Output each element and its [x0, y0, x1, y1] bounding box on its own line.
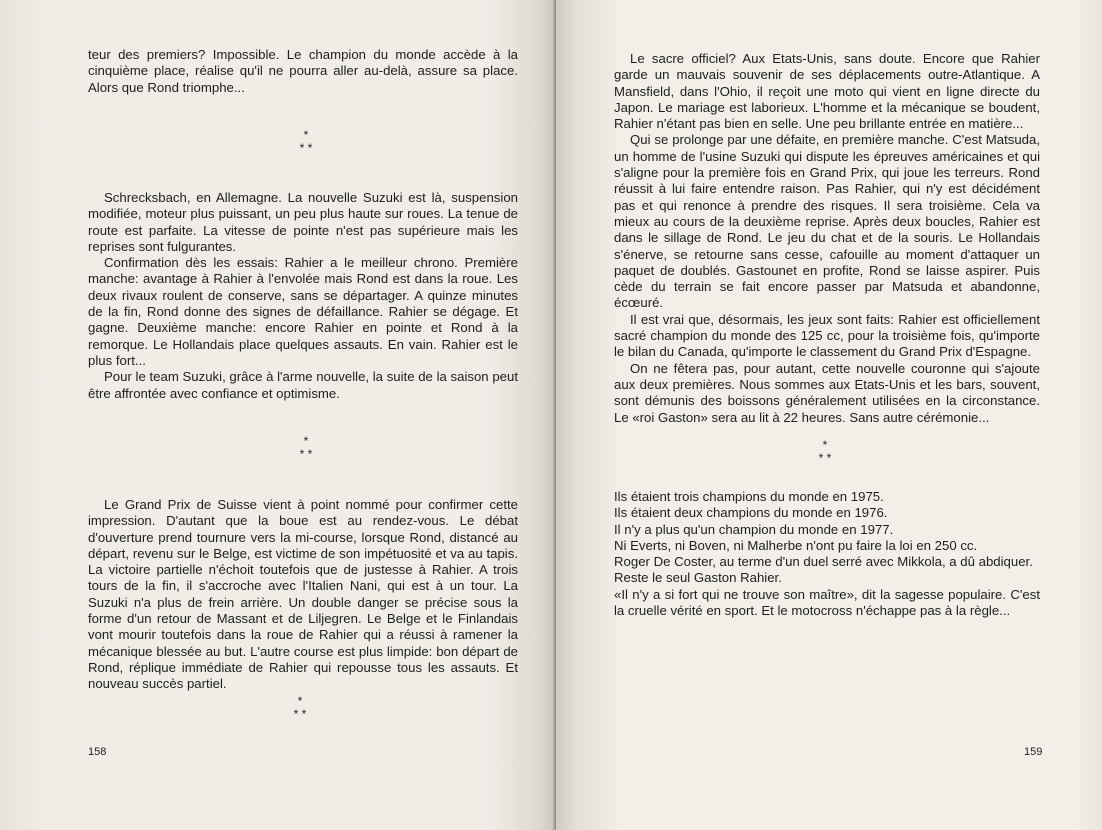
- section-separator-2: * * *: [299, 434, 313, 461]
- champion-line-4: Ni Everts, ni Boven, ni Malherbe n'ont pu faire la loi en 250 cc.: [614, 537, 978, 553]
- left-section-1: [88, 47, 518, 96]
- right-page: [556, 0, 1102, 830]
- closing-paragraph: «Il n'y a si fort qui ne trouve son maître», dit la sagesse populaire. C'est la cruelle vérité en sport. Et le motocross n'échappe pas à la règle...: [614, 586, 1040, 619]
- champion-line-3: Il n'y a plus qu'un champion du monde en 1977.: [614, 521, 894, 537]
- section-separator-3: * * *: [293, 694, 307, 721]
- right-paragraph-4: On ne fêtera pas, pour autant, cette nouvelle couronne qui s'ajoute aux deux premières. Nous sommes aux Etats-Unis et les bars, souvent, sont démunis des boissons généralement utilisées en la circonstance. Le «roi Gaston» sera au lit à 22 heures. Sans autre cérémonie...: [614, 360, 1040, 425]
- page-number-left: 158: [88, 746, 107, 758]
- right-section-2: [614, 489, 1040, 619]
- left-paragraph-3: Confirmation dès les essais: Rahier a le meilleur chrono. Première manche: avantage à Rahier à l'envolée mais Rond est dans la roue. Les deux rivaux roulent de conserve, sans se départager. A quinze minutes de la fin, Rond donne des signes de défaillance. Rahier se dégage. Et gagne. Deuxième manche: encore Rahier en pointe et Rond à la remorque. Le Hollandais place quelques assauts. En vain. Rahier est le plus fort...: [88, 255, 518, 368]
- right-section-1: [614, 51, 1040, 426]
- section-separator-1: * * *: [299, 128, 313, 155]
- right-paragraph-2: Qui se prolonge par une défaite, en première manche. C'est Matsuda, un homme de l'usine Suzuki qui dispute les épreuves américaines et qui s'aligne pour la première fois en Grand Prix, qui joue les terreurs. Rond réussit à lui faire entendre raison. Pas Rahier, qui n'y est décidément pas et qui renonce à prendre des risques. Il sera troisième. Cela va mieux au cours de la deuxième reprise. Après deux boucles, Rahier est dans le sillage de Rond. Le jeu du chat et de la souris. Le Hollandais s'énerve, se retourne sans cesse, cafouille au moment d'attaquer un paquet de doublés. Gastounet en profite, Rond se laisse aspirer. Puis cède du terrain se fait encore passer par Matsuda et abandonne, écœuré.: [614, 132, 1040, 311]
- page-number-right: 159: [1024, 746, 1043, 758]
- champion-line-1: Ils étaient trois champions du monde en 1975.: [614, 489, 884, 504]
- left-section-3: [88, 497, 518, 693]
- champion-line-2: Ils étaient deux champions du monde en 1976.: [614, 505, 888, 521]
- right-paragraph-3: Il est vrai que, désormais, les jeux sont faits: Rahier est officiellement sacré champion du monde des 125 cc, pour la troisième fois, qu'importe le bilan du Canada, qu'importe le classement du Grand Prix d'Espagne.: [614, 311, 1040, 360]
- champion-line-5: Roger De Coster, au terme d'un duel serré avec Mikkola, a dû abdiquer.: [614, 554, 1033, 570]
- right-paragraph-1: Le sacre officiel? Aux Etats-Unis, sans doute. Encore que Rahier garde un mauvais souvenir de ses déplacements outre-Atlantique. A Mansfield, dans l'Ohio, il reçoit une moto qui vient en ligne directe du Japon. Le mariage est laborieux. L'homme et la mécanique se boudent, Rahier n'étant pas bien en selle. Une peu brillante entrée en matière...: [614, 51, 1040, 132]
- section-separator-4: * * *: [818, 438, 832, 465]
- left-paragraph-2: Schrecksbach, en Allemagne. La nouvelle Suzuki est là, suspension modifiée, moteur plus puissant, un peu plus haute sur roues. La tenue de route est parfaite. La vitesse de pointe n'est pas supérieure mais les reprises sont fulgurantes.: [88, 190, 518, 254]
- champion-line-6: Reste le seul Gaston Rahier.: [614, 570, 782, 586]
- left-paragraph-4: Pour le team Suzuki, grâce à l'arme nouvelle, la suite de la saison peut être affrontée avec confiance et optimisme.: [88, 369, 518, 401]
- left-paragraph-1: teur des premiers? Impossible. Le champion du monde accède à la cinquième place, réalise qu'il ne pourra aller au-delà, assure sa place. Alors que Rond triomphe...: [88, 47, 518, 95]
- left-section-2: [88, 190, 518, 402]
- left-paragraph-5: Le Grand Prix de Suisse vient à point nommé pour confirmer cette impression. D'autant que la boue est au rendez-vous. Le débat d'ouverture prend tournure vers la mi-course, lorsque Rond, distancé au départ, revenu sur le Belge, est victime de son impétuosité et va au tapis. La victoire partielle n'échoit toutefois que de justesse à Rahier. A trois tours de la fin, il s'accroche avec l'Italien Nani, qui est à un tour. La Suzuki n'a plus de frein arrière. Un double danger se précise sous la forme d'un retour de Massant et de Liljegren. Le Belge et le Finlandais vont mourir toutefois dans la roue de Rahier qui a réussi à ramener la mécanique blessée au but. L'autre course est plus limpide: bon départ de Rond, réplique immédiate de Rahier qui repousse tous les assauts. Et nouveau succès partiel.: [88, 497, 518, 692]
